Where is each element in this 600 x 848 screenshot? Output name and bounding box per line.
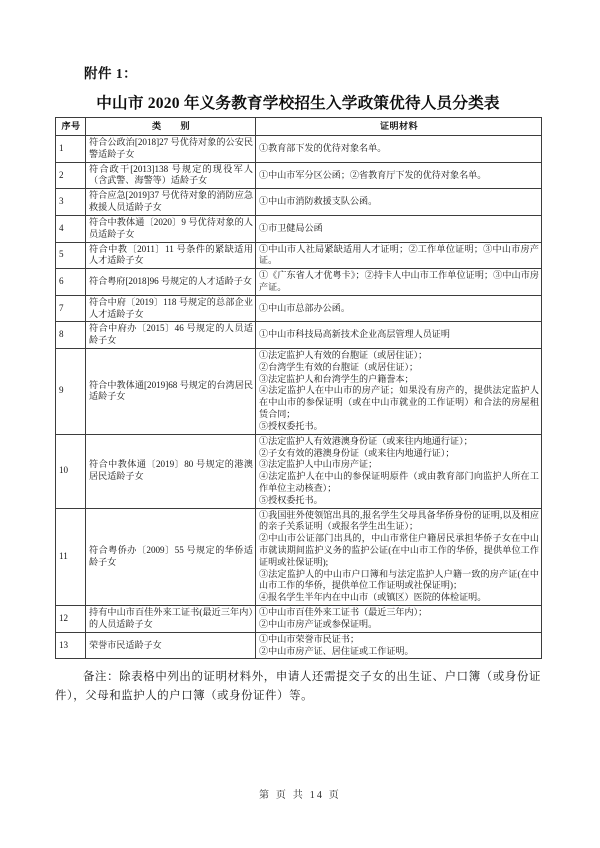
document-requirement-line: ③法定监护人和台湾学生的户籍誊本； xyxy=(259,373,414,384)
cell-category: 符合应急[2019]37 号优待对象的消防应急救援人员适龄子女 xyxy=(86,189,256,216)
cell-category: 符合政干[2013]138 号规定的现役军人（含武警、海警等）适龄子女 xyxy=(86,162,256,189)
column-header-documents: 证明材料 xyxy=(256,118,542,136)
document-requirement-line: ②中山市房产证或参保证明。 xyxy=(259,618,378,629)
document-requirement-line: ①中山市军分区公函；②省教育厅下发的优待对象名单。 xyxy=(259,169,487,180)
table-row xyxy=(56,434,542,508)
cell-documents xyxy=(256,434,542,508)
cell-category: 持有中山市百佳外来工证书(最近三年内）的人员适龄子女 xyxy=(86,606,256,633)
cell-seq: 11 xyxy=(56,508,86,606)
document-requirement-line: ①市卫健局公函 xyxy=(259,222,323,233)
cell-seq: 13 xyxy=(56,632,86,659)
cell-documents xyxy=(256,269,542,296)
document-requirement-line: ④报名学生半年内在中山市（或镇区）医院的体检证明。 xyxy=(259,592,487,603)
document-requirement-line: ①法定监护人有效的台胞证（或居住证）； xyxy=(259,350,428,360)
document-requirement-line: ①《广东省人才优粤卡》；②持卡人中山市工作单位证明；③中山市房产证。 xyxy=(259,270,539,292)
document-requirement-line: ①中山市人社局紧缺适用人才证明；②工作单位证明；③中山市房产证。 xyxy=(259,243,539,266)
cell-documents xyxy=(256,136,542,163)
column-header-category: 类 别 xyxy=(86,118,256,136)
document-requirement-line: ⑤授权委托书。 xyxy=(259,494,323,505)
cell-seq: 3 xyxy=(56,189,86,216)
attachment-label: 附件 1： xyxy=(84,66,138,81)
table-row xyxy=(56,632,542,659)
cell-documents xyxy=(256,322,542,349)
table-body xyxy=(56,136,542,659)
table-row xyxy=(56,349,542,435)
table-row xyxy=(56,322,542,349)
cell-category: 荣誉市民适龄子女 xyxy=(86,632,256,659)
document-requirement-line: ①法定监护人有效港澳身份证（或来往内地通行证）； xyxy=(259,435,473,446)
table-row xyxy=(56,242,542,269)
cell-category: 符合粤府[2018]96 号规定的人才适龄子女 xyxy=(86,269,256,296)
document-requirement-line: ④法定监护人在中山的参保证明原件（或由教育部门向监护人所在工作单位主动核查）； xyxy=(259,471,539,493)
cell-seq: 5 xyxy=(56,242,86,269)
cell-seq: 9 xyxy=(56,349,86,435)
table-row xyxy=(56,508,542,606)
cell-category: 符合中府办〔2015〕46 号规定的人员适龄子女 xyxy=(86,322,256,349)
cell-documents xyxy=(256,508,542,606)
document-requirement-line: ①中山市百佳外来工证书（最近三年内）； xyxy=(259,607,428,618)
cell-documents xyxy=(256,632,542,659)
table-row xyxy=(56,269,542,296)
cell-documents xyxy=(256,295,542,322)
document-requirement-line: ①中山市荣誉市民证书； xyxy=(259,633,360,644)
table-row xyxy=(56,162,542,189)
document-requirement-line: ⑤授权委托书。 xyxy=(259,420,323,431)
table-row xyxy=(56,606,542,633)
cell-documents xyxy=(256,349,542,435)
document-requirement-line: ③法定监护人中山市房产证； xyxy=(259,459,378,470)
document-requirement-line: ①中山市科技局高新技术企业高层管理人员证明 xyxy=(259,329,450,340)
document-requirement-line: ③法定监护人的中山市户口簿和与法定监护人户籍一致的房产证(在中山市工作的华侨，提供单位工作证明或社保证明)； xyxy=(259,568,539,591)
document-requirement-line: ②子女有效的港澳身份证（或来往内地通行证）； xyxy=(259,447,455,458)
document-requirement-line: ④法定监护人在中山市的房产证；如果没有房产的，提供法定监护人在中山市的参保证明（或在中山市就业的工作证明）和合法的房屋租赁合同； xyxy=(259,385,539,420)
table-row xyxy=(56,189,542,216)
cell-documents xyxy=(256,215,542,242)
page-footer: 第 页 共 14 页 xyxy=(259,790,341,801)
table-row xyxy=(56,136,542,163)
cell-category: 符合中府〔2019〕118 号规定的总部企业人才适龄子女 xyxy=(86,295,256,322)
cell-documents xyxy=(256,162,542,189)
remark-note: 备注：除表格中列出的证明材料外，申请人还需提交子女的出生证、户口簿（或身份证件），父母和监护人的户口簿（或身份证件）等。 xyxy=(55,671,541,702)
classification-table xyxy=(55,117,542,659)
document-requirement-line: ②台湾学生有效的台胞证（或居住证）； xyxy=(259,361,419,372)
document-content xyxy=(55,62,541,705)
cell-documents xyxy=(256,189,542,216)
document-requirement-line: ①中山市消防救援支队公函。 xyxy=(259,196,378,207)
document-requirement-line: ①我国驻外使领馆出具的,报名学生父母具备华侨身份的证明,以及相应的亲子关系证明（或报名学生出生证）； xyxy=(259,509,539,532)
cell-category: 符合中教〔2011〕11 号条件的紧缺适用人才适龄子女 xyxy=(86,242,256,269)
document-requirement-line: ②中山市房产证、居住证或工作证明。 xyxy=(259,645,414,656)
cell-documents xyxy=(256,242,542,269)
cell-category: 符合中教体通〔2020〕9 号优待对象的人员适龄子女 xyxy=(86,215,256,242)
table-header-row xyxy=(56,118,542,136)
cell-seq: 8 xyxy=(56,322,86,349)
cell-category: 符合中教体通〔2019〕80 号规定的港澳居民适龄子女 xyxy=(86,434,256,508)
cell-seq: 12 xyxy=(56,606,86,633)
column-header-seq: 序号 xyxy=(56,118,86,136)
cell-seq: 1 xyxy=(56,136,86,163)
cell-seq: 10 xyxy=(56,434,86,508)
cell-documents xyxy=(256,606,542,633)
cell-seq: 2 xyxy=(56,162,86,189)
table-header xyxy=(56,118,542,136)
document-requirement-line: ②中山市公证部门出具的，中山市常住户籍居民承担华侨子女在中山市就读期间监护义务的监护公证(在中山市工作的华侨，提供单位工作证明或社保证明); xyxy=(259,533,539,567)
table-row xyxy=(56,295,542,322)
document-requirement-line: ①中山市总部办公函。 xyxy=(259,302,350,313)
cell-seq: 6 xyxy=(56,269,86,296)
table-row xyxy=(56,215,542,242)
page-title: 中山市 2020 年义务教育学校招生入学政策优待人员分类表 xyxy=(96,95,500,112)
cell-category: 符合公政治[2018]27 号优待对象的公安民警适龄子女 xyxy=(86,136,256,163)
document-requirement-line: ①教育部下发的优待对象名单。 xyxy=(259,142,387,153)
cell-seq: 4 xyxy=(56,215,86,242)
cell-category: 符合粤侨办〔2009〕55 号规定的华侨适龄子女 xyxy=(86,508,256,606)
cell-category: 符合中教体通[2019]68 号规定的台湾居民适龄子女 xyxy=(86,349,256,435)
cell-seq: 7 xyxy=(56,295,86,322)
